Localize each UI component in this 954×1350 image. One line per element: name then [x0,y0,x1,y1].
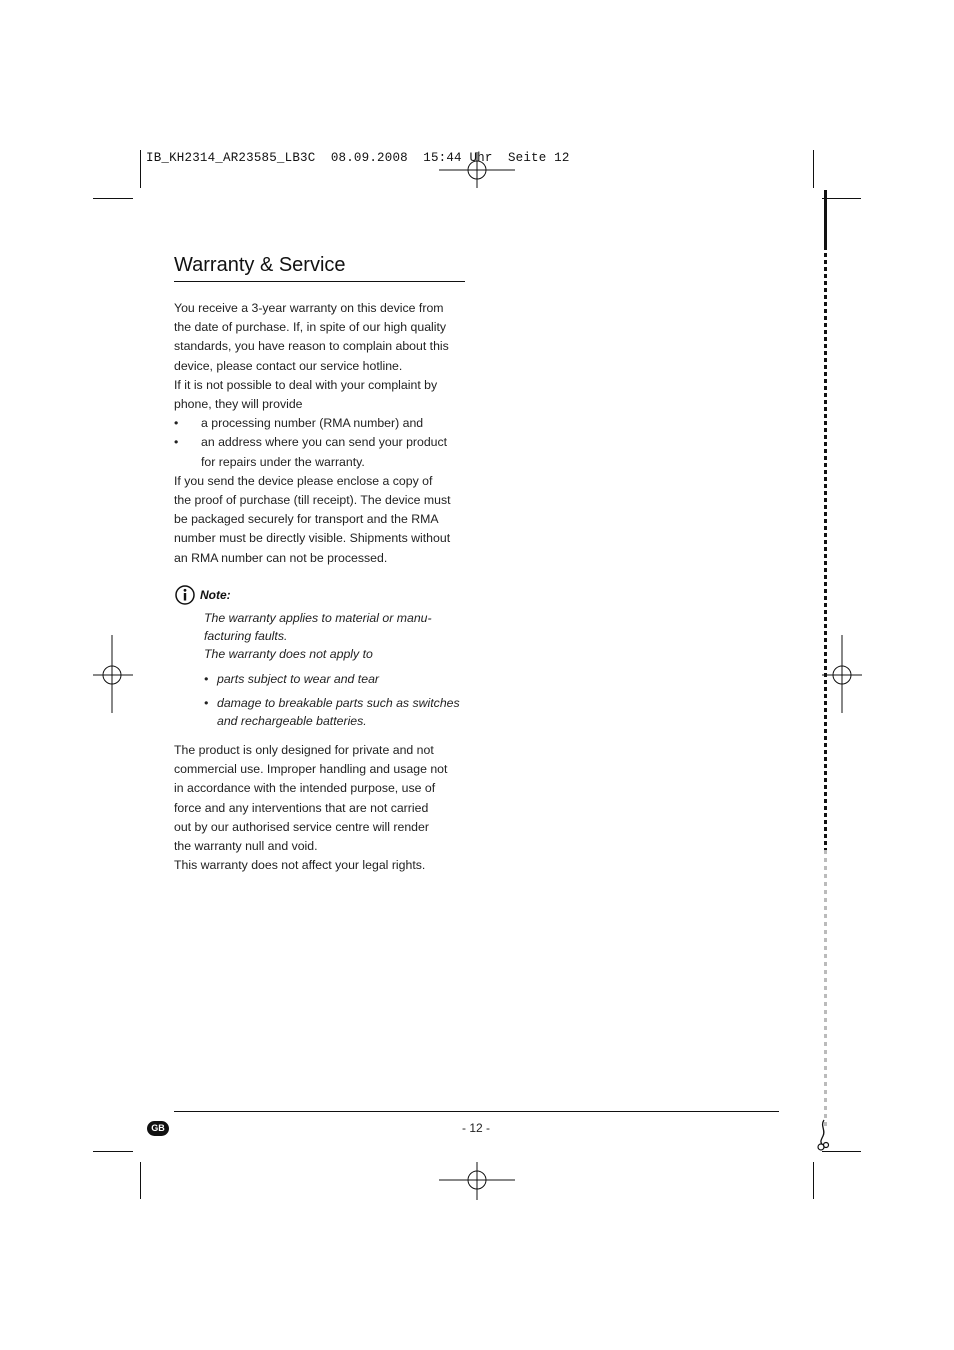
paragraph-line: This warranty does not affect your legal rights. [174,858,426,873]
paragraph-line: If you send the device please enclose a copy of [174,473,433,488]
paragraph-line: You receive a 3-year warranty on this device from [174,301,444,315]
bullet-marker: • [204,696,209,710]
page-number: - 12 - [461,1121,490,1135]
bullet-marker: • [204,672,209,686]
list-item [174,433,464,471]
note-text [204,609,464,730]
paragraph-line: be packaged securely for transport and the RMA [174,512,439,527]
bullet-marker: • [174,416,179,431]
registration-mark [93,635,133,713]
crop-mark [140,150,141,188]
list-item-text: a processing number (RMA number) and [201,416,424,431]
note-list-text: parts subject to wear and tear [217,672,379,686]
print-slug: IB_KH2314_AR23585_LB3C 08.09.2008 15:44 Uhr Seite 12 [146,151,570,165]
language-badge: GB [147,1121,169,1136]
footer-rule [174,1111,779,1112]
edge-dashes-light [824,850,827,1130]
paragraph-line: an RMA number can not be processed. [174,550,388,565]
crop-mark [140,1162,141,1199]
note-line: The warranty applies to material or manu- [204,611,432,625]
paragraph-line: standards, you have reason to complain about this [174,339,449,354]
crop-mark [813,150,814,188]
paragraph-line: number must be directly visible. Shipments without [174,531,451,546]
note-list-item [204,670,464,688]
paragraph-line: out by our authorised service centre will render [174,819,429,834]
paragraph-line: the date of purchase. If, in spite of our high quality [174,320,447,335]
note-list-item [204,694,464,730]
page-title: Warranty & Service [174,254,346,276]
paragraph-line: phone, they will provide [174,397,303,412]
paragraph-line: The product is only designed for private and not [174,743,434,757]
paragraph-line: device, please contact our service hotline. [174,358,403,373]
paragraph-line: the proof of purchase (till receipt). The device must [174,493,451,508]
crop-mark [93,198,133,199]
list-item-text: an address where you can send your product for repairs under the warranty. [201,435,448,469]
paragraph-line: If it is not possible to deal with your complaint by [174,377,438,392]
info-icon [175,585,195,605]
crop-mark [93,1151,133,1152]
note-line: The warranty does not apply to [204,647,373,661]
crop-mark [822,198,861,199]
closing-text [174,741,464,875]
edge-bar [824,190,827,246]
crop-mark [813,1162,814,1199]
title-rule [174,281,465,282]
bullet-marker: • [174,435,179,450]
registration-mark [822,635,862,713]
scissors-icon [814,1118,832,1152]
note-list-text: damage to breakable parts such as switches and rechargeable batteries. [217,696,460,728]
registration-mark [437,1162,517,1200]
note-label: Note: [200,588,231,602]
warranty-text [174,299,464,568]
note-line: facturing faults. [204,629,288,643]
edge-dashes [824,246,827,850]
paragraph-line: the warranty null and void. [174,839,318,854]
paragraph-line: force and any interventions that are not carried [174,800,429,815]
note-heading [175,585,231,605]
paragraph-line: in accordance with the intended purpose, use of [174,781,436,796]
paragraph-line: commercial use. Improper handling and usage not [174,762,448,777]
list-item [174,414,464,433]
